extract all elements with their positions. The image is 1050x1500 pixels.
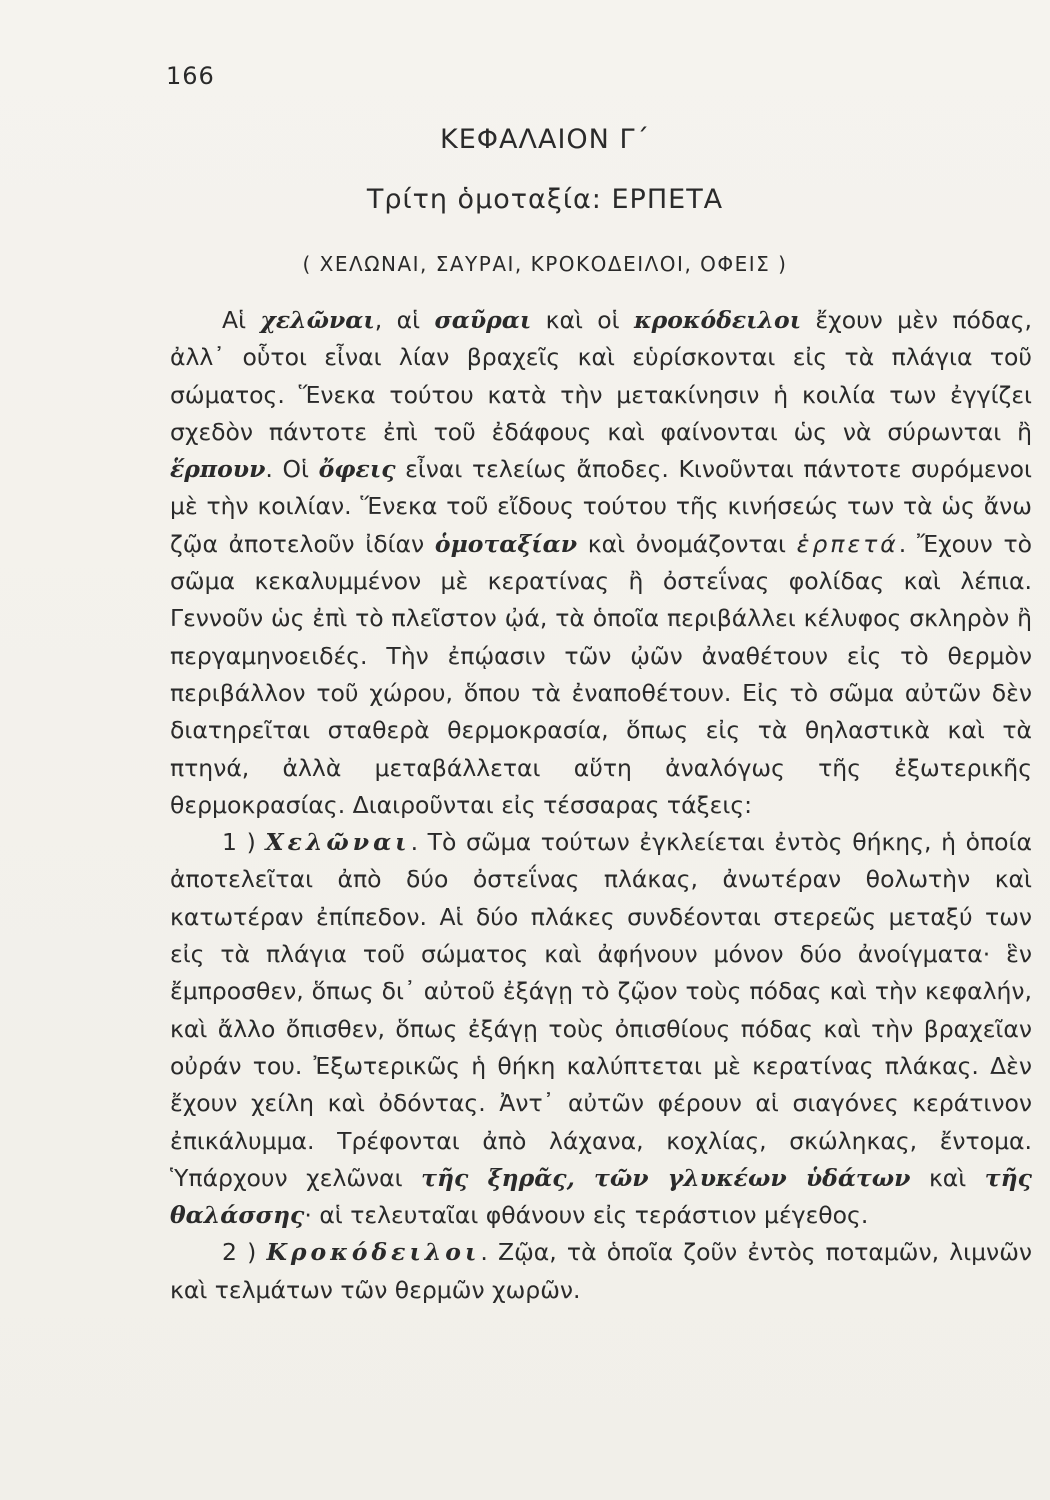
section-crocodiles <box>170 1234 1032 1309</box>
text-run: . Τὸ σῶμα τούτων ἐγκλείεται ἐντὸς θήκης, ἡ ὁποία ἀποτελεῖται ἀπὸ δύο ὀστεΐνας πλάκας, ἀνωτέραν θολωτὴν καὶ κατωτέραν ἐπίπεδον. Αἱ δύο πλάκες συνδέονται στερεῶς μεταξύ των εἰς τὰ πλάγια τοῦ σώματος καὶ ἀφήνουν μόνον δύο ἀνοίγματα· ἓν ἔμπροσθεν, ὅπως δι᾽ αὐτοῦ ἐξάγῃ τὸ ζῷον τοὺς πόδας καὶ τὴν κεφαλήν, καὶ ἄλλο ὄπισθεν, ὅπως ἐξάγῃ τοὺς ὀπισθίους πόδας καὶ τὴν βραχεῖαν οὐράν του. Ἐξωτερικῶς ἡ θήκη καλύπτεται μὲ κερατίνας πλάκας. Δὲν ἔχουν χείλη καὶ ὀδόντας. Ἀντ᾽ αὐτῶν φέρουν αἱ σιαγόνες κεράτινον ἐπικάλυμμα. Τρέφονται ἀπὸ λάχανα, κοχλίας, σκώληκας, ἔντομα. Ὑπάρχουν χελῶναι <box>170 828 1032 1192</box>
term-crocodiles: κροκόδειλοι <box>634 306 802 334</box>
term-snakes: ὄφεις <box>318 455 396 484</box>
text-run: καὶ ὀνομάζονται <box>577 529 797 558</box>
text-run: εἶναι τελείως ἄποδες. Κινοῦνται πάντοτε συρόμενοι μὲ τὴν κοιλίαν. Ἕνεκα τοῦ εἴδους τούτου τῆς κινήσεώς των τὰ ὡς ἄνω ζῷα ἀποτελοῦν ἰδίαν <box>170 455 1032 558</box>
section-turtles <box>170 824 1032 1234</box>
text-run: . Ζῷα, τὰ ὁποῖα ζοῦν ἐντὸς ποταμῶν, λιμνῶν καὶ τελμάτων τῶν θερμῶν χωρῶν. <box>170 1238 1032 1304</box>
text-run: , αἱ <box>374 306 435 334</box>
section-term: Κροκόδειλοι <box>266 1238 481 1267</box>
text-run: καὶ οἱ <box>531 306 634 334</box>
chapter-heading: ΚΕΦΑΛΑΙΟΝ Γ΄ <box>440 124 650 155</box>
term-lizards: σαῦραι <box>434 306 532 334</box>
term-reptiles: ἑρπετά <box>796 529 899 558</box>
section-number: 2 ) <box>222 1238 267 1267</box>
body-text <box>170 302 1032 1309</box>
text-run: ἔχουν μὲν πόδας, ἀλλ᾽ οὗτοι εἶναι λίαν βραχεῖς καὶ εὑρίσκονται εἰς τὰ πλάγια τοῦ σώματος. Ἕνεκα τούτου κατὰ τὴν μετακίνησιν ἡ κοιλία των ἐγγίζει σχεδὸν πάντοτε ἐπὶ τοῦ ἐδάφους καὶ φαίνονται ὡς νὰ σύρωνται ἢ <box>170 306 1032 446</box>
section-term: Χελῶναι <box>265 828 411 857</box>
text-run: · αἱ τελευταῖαι φθάνουν εἰς τεράστιον μέγεθος. <box>304 1201 869 1230</box>
term-habitats: τῆς ξηρᾶς, τῶν γλυκέων ὑδάτων <box>421 1163 911 1192</box>
intro-paragraph <box>170 302 1032 824</box>
term-sea: τῆς θαλάσσης <box>170 1163 1032 1230</box>
text-run: . Οἱ <box>265 455 319 484</box>
text-run: Αἱ <box>222 306 261 334</box>
page-number: 166 <box>166 62 215 90</box>
term-turtles: χελῶναι <box>260 306 375 334</box>
text-run: . Ἔχουν τὸ σῶμα κεκαλυμμένον μὲ κερατίνας ἢ ὀστεΐνας φολίδας καὶ λέπια. Γεννοῦν ὡς ἐπὶ τὸ πλεῖστον ᾠά, τὰ ὁποῖα περιβάλλει κέλυφος σκληρὸν ἢ περγαμηνοειδές. Τὴν ἐπῴασιν τῶν ᾠῶν ἀναθέτουν εἰς τὸ θερμὸν περιβάλλον τοῦ χώρου, ὅπου τὰ ἐναποθέτουν. Εἰς τὸ σῶμα αὐτῶν δὲν διατηρεῖται σταθερὰ θερμοκρασία, ὅπως εἰς τὰ θηλαστικὰ καὶ τὰ πτηνά, ἀλλὰ μεταβάλλεται αὕτη ἀναλόγως τῆς ἐξωτερικῆς θερμοκρασίας. Διαιροῦνται εἰς τέσσαρας τάξεις: <box>170 529 1033 819</box>
subheading: ( ΧΕΛΩΝΑΙ, ΣΑΥΡΑΙ, ΚΡΟΚΟΔΕΙΛΟΙ, ΟΦΕΙΣ ) <box>302 252 788 276</box>
class-title: Τρίτη ὁμοταξία: ΕΡΠΕΤΑ <box>366 184 724 215</box>
term-class: ὁμοταξίαν <box>434 529 578 558</box>
term-creep: ἕρπουν <box>170 455 266 484</box>
text-run: καὶ <box>910 1163 985 1192</box>
section-number: 1 ) <box>222 828 266 857</box>
